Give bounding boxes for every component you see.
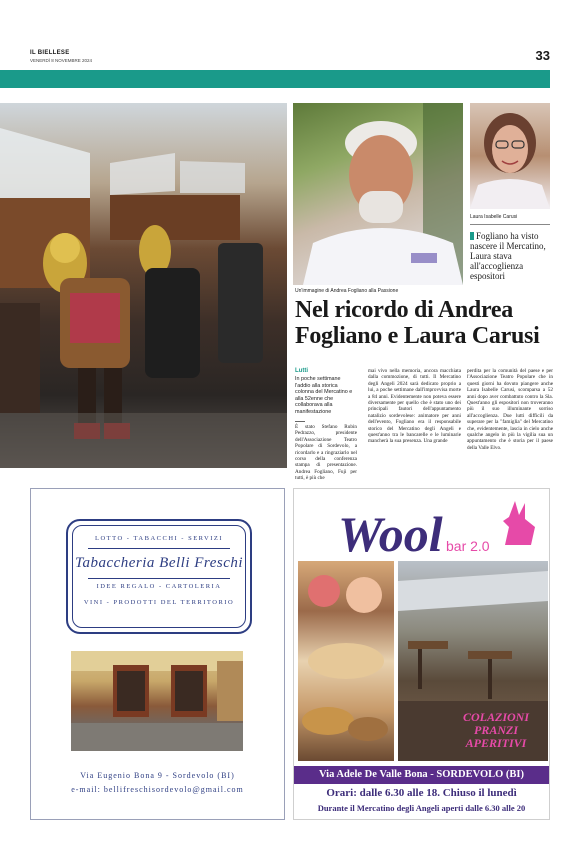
market-band-photo [0,103,287,468]
wool-mercatino-note: Durante il Mercatino degli Angeli aperti dalle 6.30 alle 20 [317,803,526,813]
wool-bar-ad [293,488,550,820]
pull-quote [470,231,552,281]
sign-divider-top [88,548,230,549]
shop-products-2: VINI - PRODOTTI DEL TERRITORIO [83,599,235,606]
shop-address: Via Eugenio Bona 9 - Sordevolo (BI) [80,771,235,780]
pull-quote-text: Fogliano ha visto nascere il Mercatino, Laura stava all'accoglienza espositori [470,231,546,281]
wool-logo-suffix: bar 2.0 [446,538,490,554]
donkey-icon [499,497,539,547]
wool-hours: Orari: dalle 6.30 alle 18. Chiuso il lunedì [326,787,517,799]
article-column-3: perdita per la comunità del paese e per l'Associazione Teatro Popolare che in questi giorni ha dovuto piangere anche Laura Isabelle Carusi, scomparsa a 52 anni dopo aver combattuto contro la Sla. Quest'anno gli espositori non troveranno più il suo illuminante sorriso all'accoglienza. Due lutti difficili da superare per la "famiglia" del Mercatino che, evidentemente, lascia in cielo anche qualche angelo in più la vigilia sua un appuntamento che è storia per il paese della Valle Elvo. [467,368,553,451]
article-summary: In poche settimane l'addio alla storica colonna del Mercatino e alla 52enne che collaborava alla manifestazione [295,376,353,415]
offers-list [444,711,548,750]
article-column-2: mai vivo nella memoria, ancora macchiata dalla commozione, di tutti. Il Mercatino degli Angeli 2024 sarà dedicato proprio a lui, a poche settimane dall'improvvisa morte a 84 anni. Evidentemente non poteva essere diversamente per quello che è stato uno dei principali fautori dell'appuntamento natalizio sordevolese: animatore per anni dell'evento, Fogliano era il responsabile storico del Mercatino degli Angeli e quest'anno tra le bancarelle e le luminarie mancherà la sua presenza. Una grande [368,368,461,445]
laura-photo-caption: Laura Isabelle Carusi [470,214,518,220]
wool-address: Via Adele De Valle Bona - SORDEVOLO (BI) [294,766,549,784]
storefront-illustration [71,651,243,751]
sign-divider-bottom [88,578,230,579]
pull-quote-rule [470,224,550,225]
article-kicker: Lutti [295,368,308,374]
pull-quote-marker [470,232,474,240]
offer-aperitivi: APERITIVI [465,736,527,750]
tabaccheria-ad [30,488,285,820]
laura-carusi-photo [470,103,550,209]
offer-pranzi: PRANZI [473,723,518,737]
wool-bar-logo [334,499,509,559]
laura-portrait-illustration [470,103,550,209]
andrea-portrait-illustration [293,103,463,285]
dateline: VENERDÌ 8 NOVEMBRE 2024 [30,58,93,63]
pastry-illustration [298,561,394,761]
andrea-photo-caption: Un'immagine di Andrea Fogliano alla Passione [295,288,399,294]
body-start-rule [295,421,305,422]
article-headline: Nel ricordo di Andrea Fogliano e Laura Carusi [295,297,540,349]
shop-products: IDEE REGALO - CARTOLERIA [96,583,222,590]
page-number: 33 [535,48,550,63]
shop-services: LOTTO - TABACCHI - SERVIZI [95,535,223,542]
article-column-1: È stato Stefano Rubin Pedrazzo, presidente dell'Associazione Teatro Popolare di Sordevolo, a ricordarlo e a ringraziarlo nel corso della conferenza stampa di presentazione. Andrea Fogliano, Fuji per tutti, è più che [295,424,357,482]
wool-logo-text: Wool [338,506,443,559]
shop-sign [66,519,252,634]
market-band-illustration [0,103,287,468]
andrea-fogliano-photo [293,103,463,285]
shop-name: Tabaccheria Belli Freschi [74,555,244,571]
offer-colazioni: COLAZIONI [462,710,529,724]
pastry-photo [298,561,394,761]
header-color-bar [0,70,550,88]
masthead: IL BIELLESE [30,50,70,56]
shop-storefront-photo [71,651,243,751]
shop-email: e-mail: bellifreschisordevolo@gmail.com [71,785,244,794]
